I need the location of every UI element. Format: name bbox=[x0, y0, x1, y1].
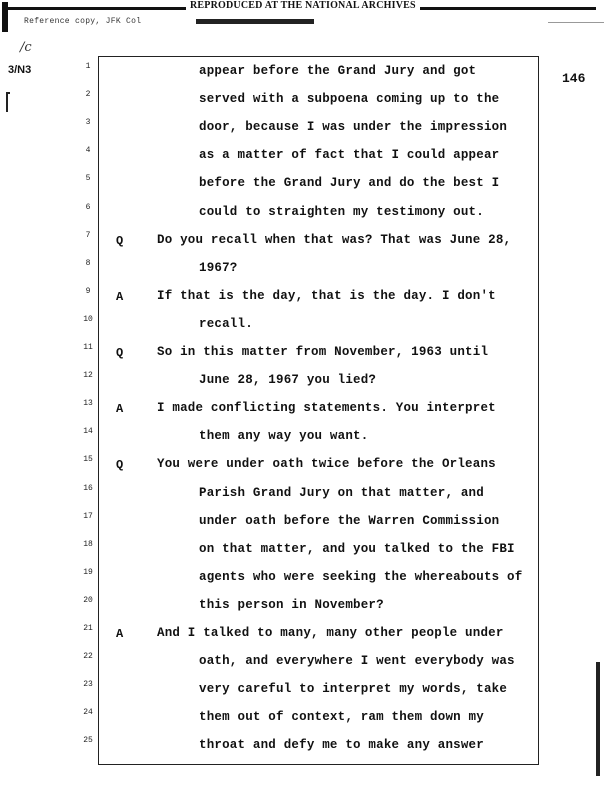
transcript-line: recall. bbox=[199, 316, 253, 331]
transcript-line: them any way you want. bbox=[199, 429, 369, 444]
transcript-line: Parish Grand Jury on that matter, and bbox=[199, 485, 484, 500]
speaker-label: A bbox=[116, 402, 124, 417]
margin-bar bbox=[596, 662, 600, 776]
line-number: 21 bbox=[83, 624, 93, 633]
line-number: 24 bbox=[83, 708, 93, 718]
transcript-line: throat and defy me to make any answer bbox=[199, 738, 484, 753]
tape-label: 3/N3 bbox=[8, 64, 32, 76]
line-number: 22 bbox=[83, 652, 93, 662]
line-number: 11 bbox=[83, 343, 93, 352]
header-rule-right bbox=[548, 22, 604, 23]
line-number: 23 bbox=[83, 680, 93, 690]
line-number: 18 bbox=[83, 539, 93, 549]
transcript-line: And I talked to many, many other people under bbox=[157, 626, 504, 640]
margin-bracket-tick bbox=[6, 92, 10, 94]
transcript-line: before the Grand Jury and do the best I bbox=[199, 176, 500, 191]
speaker-label: A bbox=[116, 627, 124, 641]
speaker-label: Q bbox=[116, 346, 124, 360]
reference-copy-note: Reference copy, JFK Col bbox=[24, 17, 142, 26]
speaker-label: Q bbox=[116, 458, 124, 473]
transcript-line: 1967? bbox=[199, 260, 238, 275]
transcript-line: them out of context, ram them down my bbox=[199, 710, 484, 725]
line-number: 13 bbox=[83, 399, 93, 409]
transcript-line: So in this matter from November, 1963 until bbox=[157, 345, 489, 359]
line-number: 19 bbox=[83, 567, 93, 577]
transcript-line: under oath before the Warren Commission bbox=[199, 513, 500, 528]
page-number: 146 bbox=[562, 71, 586, 86]
line-number: 8 bbox=[85, 258, 91, 268]
transcript-line: I made conflicting statements. You interpret bbox=[157, 401, 496, 416]
margin-bracket bbox=[6, 92, 8, 112]
line-number: 17 bbox=[83, 511, 93, 521]
line-number: 3 bbox=[85, 118, 91, 128]
transcript-line: door, because I was under the impression bbox=[199, 120, 508, 135]
transcript-line: could to straighten my testimony out. bbox=[199, 204, 484, 219]
speaker-label: A bbox=[116, 289, 124, 304]
line-number: 4 bbox=[85, 146, 91, 156]
transcript-line: If that is the day, that is the day. I don't bbox=[157, 288, 496, 303]
transcript-line: oath, and everywhere I went everybody was bbox=[199, 654, 515, 669]
line-number: 7 bbox=[85, 230, 91, 240]
transcript-line: this person in November? bbox=[199, 597, 384, 612]
line-number: 6 bbox=[85, 202, 91, 212]
line-number: 1 bbox=[85, 62, 91, 71]
transcript-line: as a matter of fact that I could appear bbox=[199, 148, 500, 163]
line-number: 12 bbox=[83, 371, 93, 381]
transcript-line: served with a subpoena coming up to the bbox=[199, 92, 500, 107]
line-number: 2 bbox=[85, 90, 91, 100]
line-number: 9 bbox=[85, 286, 91, 296]
line-number: 20 bbox=[83, 595, 93, 605]
transcript-line: on that matter, and you talked to the FBI bbox=[199, 541, 515, 556]
archive-stamp-redaction bbox=[196, 19, 314, 24]
transcript-line: agents who were seeking the whereabouts of bbox=[199, 569, 523, 584]
handwritten-mark: /c bbox=[20, 40, 32, 55]
line-number: 15 bbox=[83, 455, 93, 465]
speaker-label: Q bbox=[116, 233, 124, 248]
line-number: 10 bbox=[83, 314, 93, 324]
transcript-line: You were under oath twice before the Orleans bbox=[157, 457, 496, 472]
line-number: 25 bbox=[83, 736, 93, 746]
archive-stamp: REPRODUCED AT THE NATIONAL ARCHIVES bbox=[186, 0, 420, 11]
transcript-line: appear before the Grand Jury and got bbox=[199, 64, 477, 78]
line-number: 14 bbox=[83, 427, 93, 437]
line-number: 5 bbox=[85, 174, 91, 184]
transcript-line: June 28, 1967 you lied? bbox=[199, 373, 377, 388]
line-number: 16 bbox=[83, 483, 93, 493]
transcript-line: Do you recall when that was? That was June 28, bbox=[157, 232, 512, 247]
transcript-line: very careful to interpret my words, take bbox=[199, 682, 508, 697]
